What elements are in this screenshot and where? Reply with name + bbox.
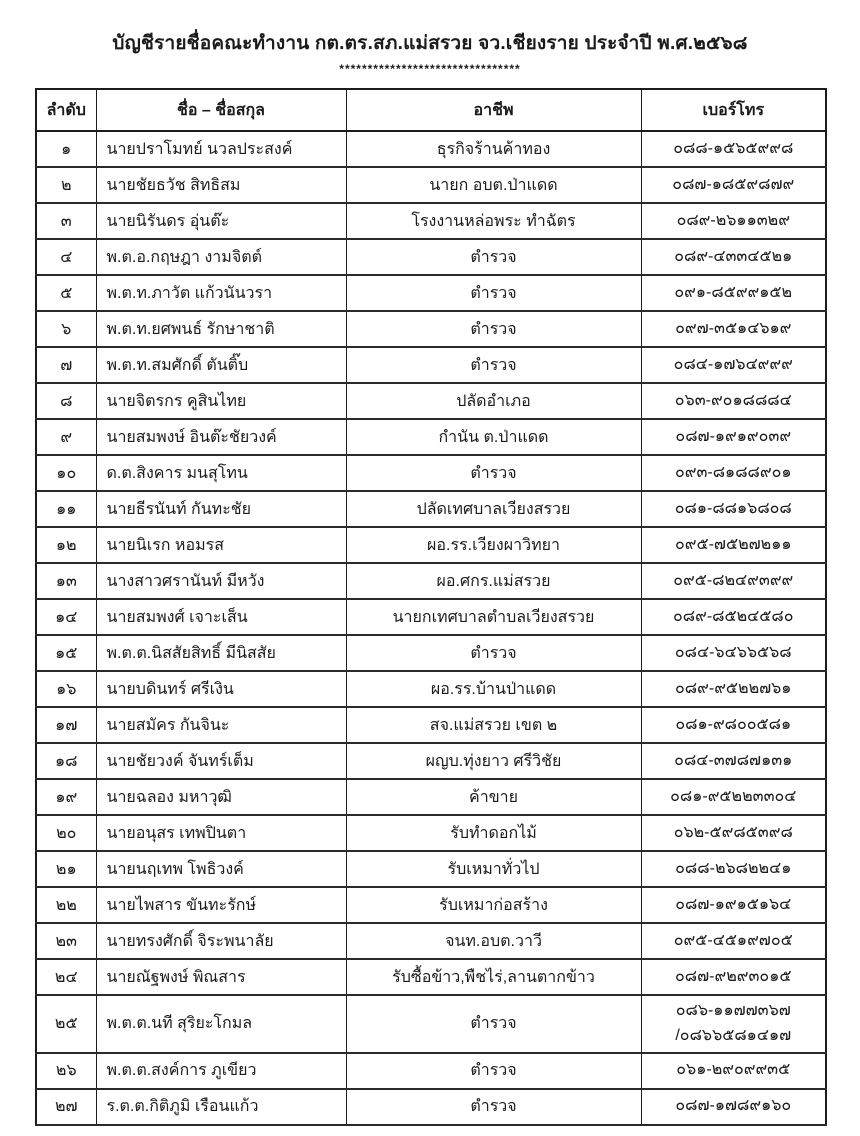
row-phone [641, 1089, 826, 1125]
row-number: ๒๐ [36, 815, 96, 851]
row-occupation: ตำรวจ [346, 347, 641, 383]
row-phone [641, 383, 826, 419]
phone-line: ๐๘๙-๔๓๓๔๕๒๑ [674, 247, 793, 265]
header-no: ลำดับ [36, 89, 96, 131]
table-row [36, 887, 826, 923]
phone-line: ๐๖๒-๕๙๘๕๓๙๘ [673, 823, 793, 841]
row-phone [641, 887, 826, 923]
table-row [36, 491, 826, 527]
phone-line: ๐๘๘-๒๖๘๒๒๔๑ [675, 859, 792, 877]
row-name: ร.ต.ต.กิติภูมิ เรือนแก้ว [96, 1089, 346, 1125]
row-name: พ.ต.ท.ภาวัต แก้วนันวรา [96, 275, 346, 311]
phone-line: ๐๙๑-๘๕๙๙๑๕๒ [674, 283, 793, 301]
row-phone [641, 671, 826, 707]
row-number: ๔ [36, 239, 96, 275]
header-phone: เบอร์โทร [641, 89, 826, 131]
table-row [36, 671, 826, 707]
row-phone [641, 1053, 826, 1089]
row-occupation: ธุรกิจร้านค้าทอง [346, 131, 641, 167]
table-row [36, 1053, 826, 1089]
phone-line: ๐๖๓-๙๐๑๘๘๘๔ [674, 391, 792, 409]
table-row [36, 239, 826, 275]
row-number: ๑๕ [36, 635, 96, 671]
row-number: ๒๗ [36, 1089, 96, 1125]
row-occupation: ผอ.รร.บ้านป่าแดด [346, 671, 641, 707]
phone-line: ๐๙๗-๓๕๑๔๖๑๙ [675, 319, 792, 337]
row-number: ๒๓ [36, 923, 96, 959]
row-number: ๘ [36, 383, 96, 419]
row-number: ๑๑ [36, 491, 96, 527]
row-occupation: กำนัน ต.ป่าแดด [346, 419, 641, 455]
row-number: ๑๒ [36, 527, 96, 563]
row-phone [641, 347, 826, 383]
row-occupation: ตำรวจ [346, 995, 641, 1053]
row-phone [641, 275, 826, 311]
row-number: ๑๙ [36, 779, 96, 815]
table-row [36, 599, 826, 635]
row-number: ๑ [36, 131, 96, 167]
table-row [36, 815, 826, 851]
row-occupation: รับทำดอกไม้ [346, 815, 641, 851]
row-number: ๑๐ [36, 455, 96, 491]
row-number: ๑๔ [36, 599, 96, 635]
table-row [36, 743, 826, 779]
phone-line: ๐๖๑-๒๙๐๙๙๓๕ [676, 1061, 791, 1079]
row-phone [641, 563, 826, 599]
header-name: ชื่อ – ชื่อสกุล [96, 89, 346, 131]
row-occupation: ตำรวจ [346, 1053, 641, 1089]
phone-line: ๐๘๗-๑๙๑๕๑๖๔ [675, 895, 792, 913]
phone-line: ๐๘๗-๙๒๙๓๐๑๕ [675, 967, 792, 985]
row-name: นายทรงศักดิ์ จิระพนาลัย [96, 923, 346, 959]
row-number: ๓ [36, 203, 96, 239]
row-phone [641, 779, 826, 815]
row-phone [641, 419, 826, 455]
row-phone [641, 131, 826, 167]
table-row [36, 383, 826, 419]
table-row [36, 707, 826, 743]
phone-line: ๐๘๗-๑๘๕๙๘๗๙ [672, 175, 795, 193]
row-name: นายชัยธวัช สิทธิสม [96, 167, 346, 203]
row-occupation: ตำรวจ [346, 311, 641, 347]
header-row [36, 89, 826, 131]
table-header [36, 89, 826, 131]
row-name: นายนฤเทพ โพธิวงค์ [96, 851, 346, 887]
row-name: พ.ต.ต.นิสสัยสิทธิ์ มีนิสสัย [96, 635, 346, 671]
row-number: ๑๗ [36, 707, 96, 743]
row-name: นางสาวศรานันท์ มีหวัง [96, 563, 346, 599]
table-row [36, 203, 826, 239]
row-number: ๒๔ [36, 959, 96, 995]
table-row [36, 1089, 826, 1125]
row-name: นายนิเรก หอมรส [96, 527, 346, 563]
phone-line: ๐๘๗-๑๙๑๙๐๓๙ [675, 427, 792, 445]
phone-line: ๐๘๙-๒๖๑๑๓๒๙ [676, 211, 790, 229]
row-name: นายธีรนันท์ กันทะชัย [96, 491, 346, 527]
row-occupation: ผอ.รร.เวียงผาวิทยา [346, 527, 641, 563]
row-occupation: โรงงานหล่อพระ ทำฉัตร [346, 203, 641, 239]
row-occupation: ตำรวจ [346, 275, 641, 311]
row-occupation: รับซื้อข้าว,พืชไร่,ลานตากข้าว [346, 959, 641, 995]
table-row [36, 455, 826, 491]
table-row [36, 275, 826, 311]
row-number: ๒๕ [36, 995, 96, 1053]
row-phone [641, 635, 826, 671]
row-phone [641, 311, 826, 347]
row-number: ๖ [36, 311, 96, 347]
phone-line: ๐๙๕-๘๒๔๙๓๙๙ [673, 571, 794, 589]
row-occupation: ผญบ.ทุ่งยาว ศรีวิชัย [346, 743, 641, 779]
phone-line: ๐๙๓-๘๑๘๘๙๐๑ [674, 463, 792, 481]
row-occupation: รับเหมาทั่วไป [346, 851, 641, 887]
row-number: ๙ [36, 419, 96, 455]
row-phone [641, 707, 826, 743]
row-occupation: ตำรวจ [346, 1089, 641, 1125]
table-row [36, 563, 826, 599]
phone-line: ๐๘๗-๑๗๘๙๑๖๐ [675, 1097, 792, 1115]
table-row [36, 959, 826, 995]
row-occupation: นายก อบต.ป่าแดด [346, 167, 641, 203]
row-number: ๒๑ [36, 851, 96, 887]
row-number: ๕ [36, 275, 96, 311]
table-row [36, 347, 826, 383]
row-name: พ.ต.ท.สมศักดิ์ ตันติ๊บ [96, 347, 346, 383]
phone-line: ๐๘๔-๓๗๘๗๑๓๑ [674, 751, 793, 769]
phone-line: ๐๘๔-๑๗๖๔๙๙๙ [673, 355, 793, 373]
row-phone [641, 599, 826, 635]
row-name: นายนิรันดร อุ่นต๊ะ [96, 203, 346, 239]
row-number: ๒๒ [36, 887, 96, 923]
phone-line: ๐๘๑-๙๘๐๐๕๘๑ [675, 715, 792, 733]
row-occupation: ตำรวจ [346, 635, 641, 671]
row-phone [641, 959, 826, 995]
worker-table-body [36, 131, 826, 1125]
row-name: นายปราโมทย์ นวลประสงค์ [96, 131, 346, 167]
table-row [36, 167, 826, 203]
row-number: ๑๘ [36, 743, 96, 779]
row-name: นายสมพงศ์ เจาะเส็น [96, 599, 346, 635]
row-phone [641, 455, 826, 491]
row-phone [641, 923, 826, 959]
row-number: ๑๖ [36, 671, 96, 707]
row-name: นายชัยวงค์ จันทร์เต็ม [96, 743, 346, 779]
row-name: พ.ต.ต.นที สุริยะโกมล [96, 995, 346, 1053]
row-name: พ.ต.ท.ยศพนธ์ รักษาชาติ [96, 311, 346, 347]
phone-line: ๐๘๘-๑๕๖๕๙๙๘ [673, 139, 794, 157]
worker-roster-table [35, 88, 827, 1126]
table-row [36, 779, 826, 815]
phone-line: ๐๘๙-๙๕๒๒๗๖๑ [675, 679, 792, 697]
row-name: ด.ต.สิงคาร มนสุโทน [96, 455, 346, 491]
row-name: นายจิตรกร คูสินไทย [96, 383, 346, 419]
row-name: นายไพสาร ขันทะรักษ์ [96, 887, 346, 923]
row-name: นายฉลอง มหาวุฒิ [96, 779, 346, 815]
phone-line: ๐๘๔-๖๔๖๖๕๖๘ [674, 643, 792, 661]
row-phone [641, 239, 826, 275]
title-separator: ******************************** [339, 62, 521, 76]
row-occupation: ตำรวจ [346, 239, 641, 275]
row-occupation: รับเหมาก่อสร้าง [346, 887, 641, 923]
row-occupation: ค้าขาย [346, 779, 641, 815]
table-row [36, 311, 826, 347]
row-number: ๒๖ [36, 1053, 96, 1089]
row-number: ๑๓ [36, 563, 96, 599]
row-number: ๒ [36, 167, 96, 203]
row-occupation: ผอ.ศกร.แม่สรวย [346, 563, 641, 599]
phone-line: /๐๘๖๖๕๘๑๔๑๗ [675, 1026, 792, 1044]
row-phone [641, 167, 826, 203]
row-phone [641, 743, 826, 779]
row-number: ๗ [36, 347, 96, 383]
row-name: นายสมพงษ์ อินต๊ะชัยวงค์ [96, 419, 346, 455]
row-occupation: ตำรวจ [346, 455, 641, 491]
row-name: พ.ต.อ.กฤษฎา งามจิตต์ [96, 239, 346, 275]
row-occupation: ปลัดเทศบาลเวียงสรวย [346, 491, 641, 527]
row-name: นายณัฐพงษ์ พิณสาร [96, 959, 346, 995]
row-phone [641, 851, 826, 887]
phone-line: ๐๙๕-๗๕๒๗๒๑๑ [675, 535, 792, 553]
phone-line: ๐๘๑-๙๕๒๒๓๓๐๔ [670, 787, 797, 805]
table-row [36, 419, 826, 455]
table-row [36, 131, 826, 167]
header-occupation: อาชีพ [346, 89, 641, 131]
row-occupation: สจ.แม่สรวย เขต ๒ [346, 707, 641, 743]
page-title: บัญชีรายชื่อคณะทำงาน กต.ตร.สภ.แม่สรวย จว.เชียงราย ประจำปี พ.ศ.๒๕๖๘ [112, 33, 748, 54]
phone-line: ๐๘๑-๘๘๑๖๘๐๘ [674, 499, 792, 517]
row-phone [641, 203, 826, 239]
row-phone [641, 527, 826, 563]
row-name: นายอนุสร เทพปินตา [96, 815, 346, 851]
table-row [36, 635, 826, 671]
row-occupation: นายกเทศบาลตำบลเวียงสรวย [346, 599, 641, 635]
row-name: พ.ต.ต.สงค์การ ภูเขียว [96, 1053, 346, 1089]
phone-line: ๐๘๙-๘๕๒๔๕๘๐ [673, 607, 794, 625]
row-occupation: จนท.อบต.วาวี [346, 923, 641, 959]
phone-line: ๐๙๕-๔๕๑๙๗๐๕ [673, 931, 793, 949]
table-row [36, 923, 826, 959]
row-phone [641, 491, 826, 527]
table-row [36, 851, 826, 887]
row-name: นายบดินทร์ ศรีเงิน [96, 671, 346, 707]
phone-line: ๐๘๖-๑๑๗๗๓๖๗ [675, 1002, 791, 1019]
row-phone [641, 815, 826, 851]
table-row [36, 527, 826, 563]
row-occupation: ปลัดอำเภอ [346, 383, 641, 419]
row-name: นายสมัคร กันจินะ [96, 707, 346, 743]
